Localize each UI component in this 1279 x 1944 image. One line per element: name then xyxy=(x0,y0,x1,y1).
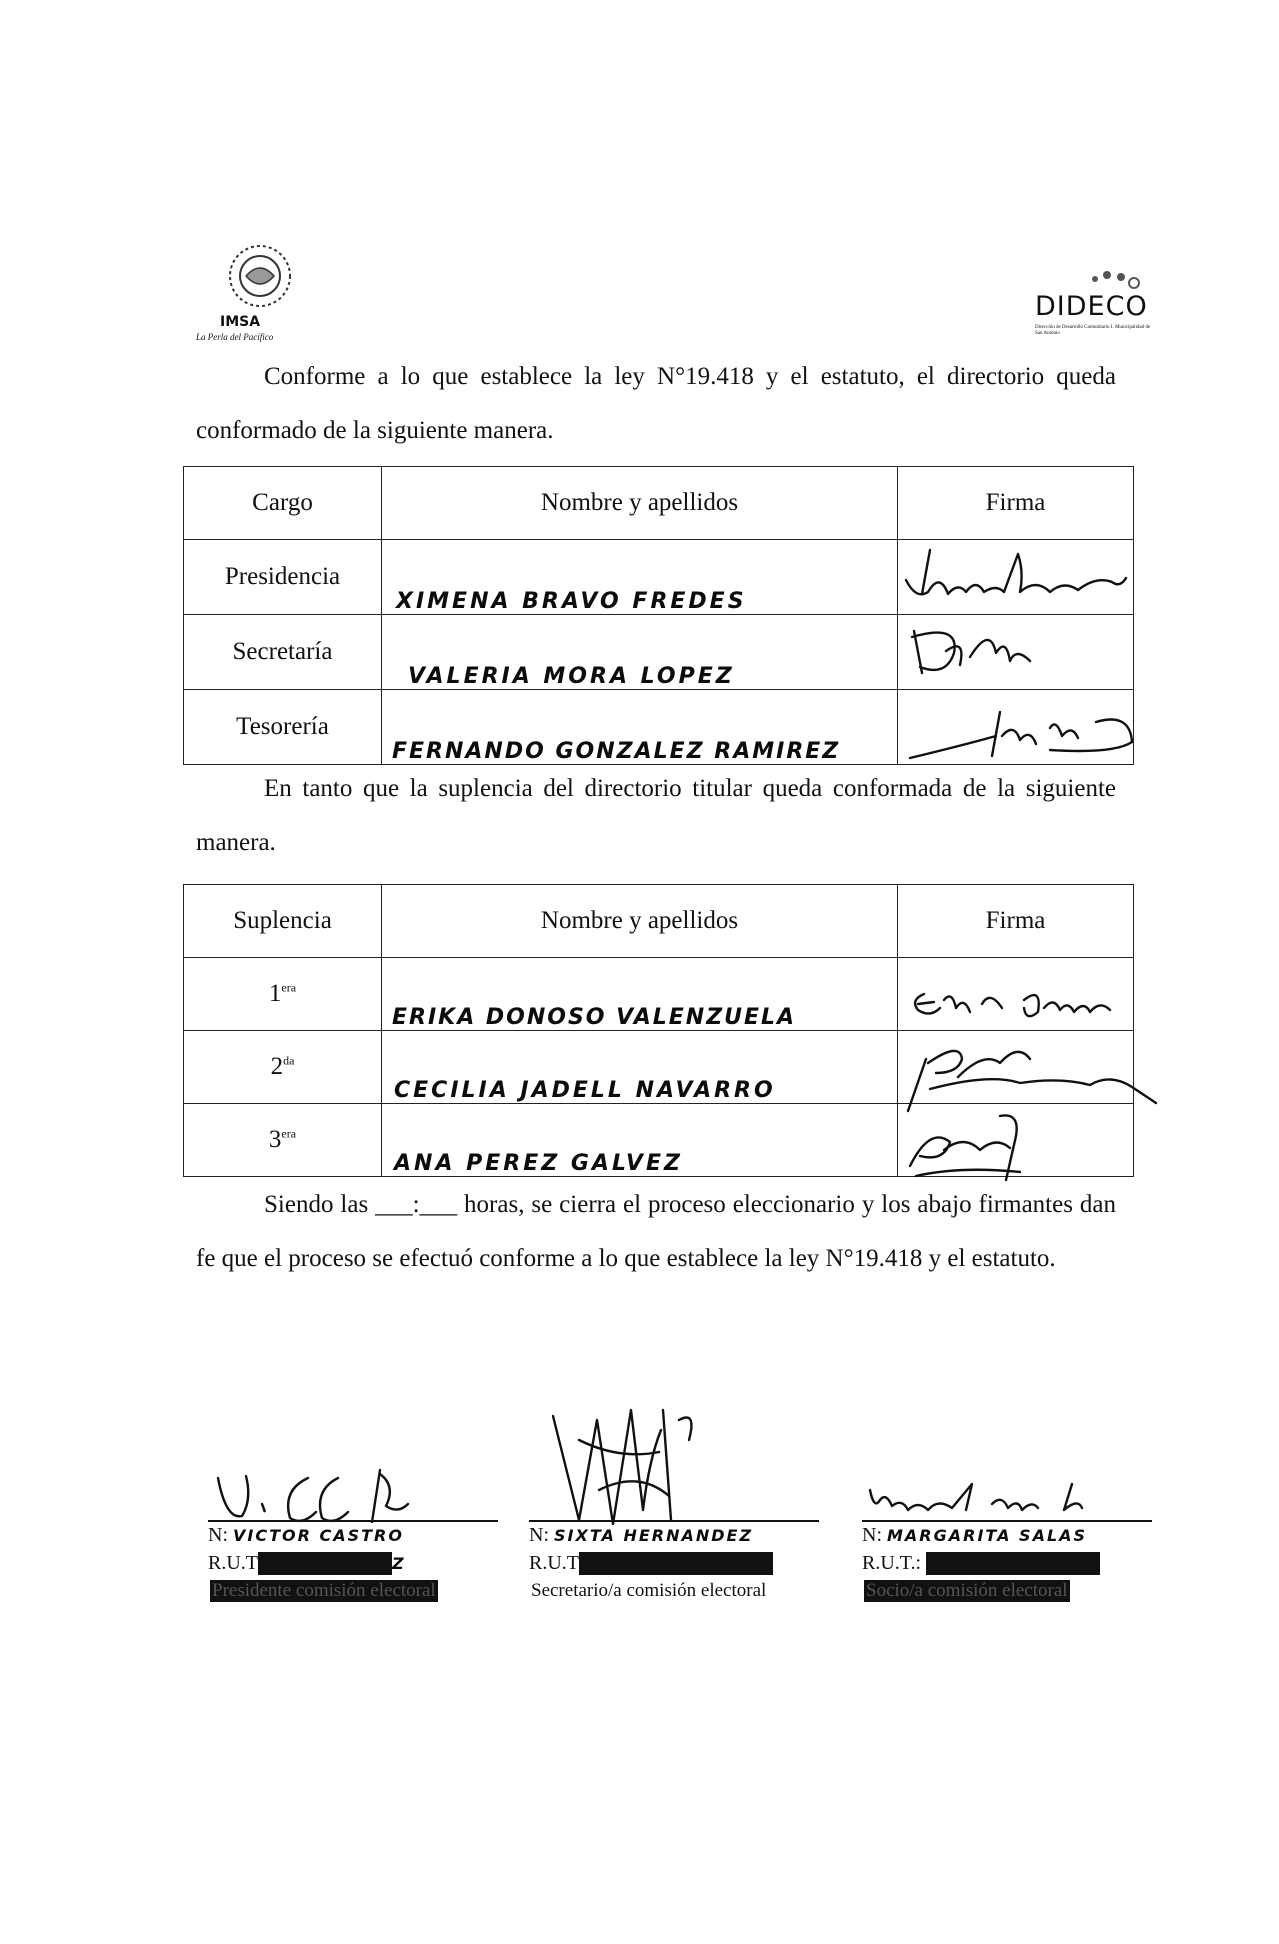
handwritten-name: ANA PEREZ GALVEZ xyxy=(394,1151,683,1176)
imsa-tagline: La Perla del Pacífico xyxy=(196,332,274,342)
suplencia-ordinal: era xyxy=(281,1126,297,1141)
dideco-name: DIDECO xyxy=(1035,291,1148,322)
nombre-cell xyxy=(382,690,898,765)
nombre-cell xyxy=(382,958,898,1031)
header-nombre: Nombre y apellidos xyxy=(382,885,898,958)
imsa-emblem-icon xyxy=(200,236,320,316)
table-row xyxy=(184,690,1134,765)
closing-paragraph: Siendo las ___:___ horas, se cierra el proceso eleccionario y los abajo firmantes dan fe que el proceso se efectuó conforme a lo que establece la ley N°19.418 y el estatuto. xyxy=(196,1191,1116,1272)
suplencia-ordinal: era xyxy=(281,980,297,995)
handwritten-name: SIXTA HERNANDEZ xyxy=(554,1526,754,1545)
cargo-cell: Tesorería xyxy=(184,690,382,765)
firma-cell xyxy=(898,690,1134,765)
header-suplencia: Suplencia xyxy=(184,885,382,958)
handwritten-name: VICTOR CASTRO xyxy=(233,1526,404,1545)
dideco-subtitle: Dirección de Desarrollo Comunitario I. Municipalidad de San Antonio xyxy=(1035,325,1151,336)
n-label: N: xyxy=(862,1524,882,1546)
rut-row xyxy=(529,1552,773,1575)
cargo-cell: Secretaría xyxy=(184,615,382,690)
redacted-rut xyxy=(579,1552,773,1575)
redacted-rut xyxy=(258,1552,392,1575)
nombre-cell xyxy=(382,1031,898,1104)
directorio-table xyxy=(183,466,1134,765)
suplencia-cell xyxy=(184,958,382,1031)
header-firma: Firma xyxy=(898,885,1134,958)
table-row xyxy=(184,958,1134,1031)
signature-tesoreria xyxy=(900,692,1140,762)
handwritten-name: VALERIA MORA LOPEZ xyxy=(408,664,735,689)
table-row xyxy=(184,1031,1134,1104)
n-label: N: xyxy=(208,1524,228,1546)
rut-row xyxy=(208,1552,407,1575)
directorio-header-row xyxy=(184,467,1134,540)
name-row xyxy=(208,1524,404,1547)
cargo-cell: Presidencia xyxy=(184,540,382,615)
n-label: N: xyxy=(529,1524,549,1546)
role-row xyxy=(210,1580,438,1602)
rut-label: R.U.T xyxy=(208,1552,258,1574)
rut-tail: Z xyxy=(392,1554,407,1573)
table-row xyxy=(184,1104,1134,1177)
nombre-cell xyxy=(382,615,898,690)
redacted-role: Presidente comisión electoral xyxy=(212,1580,436,1601)
name-row xyxy=(862,1524,1087,1547)
signature-line xyxy=(529,1520,819,1522)
rut-label: R.U.T xyxy=(529,1552,579,1574)
header-firma: Firma xyxy=(898,467,1134,540)
suplencia-number: 3 xyxy=(268,1126,282,1153)
signature-suplente-3 xyxy=(900,1106,1140,1186)
redacted-rut xyxy=(926,1552,1100,1575)
signature-suplente-1 xyxy=(900,960,1140,1030)
table-row xyxy=(184,540,1134,615)
suplencia-number: 2 xyxy=(270,1053,284,1080)
rut-row xyxy=(862,1552,1100,1575)
dideco-logo xyxy=(1035,265,1151,340)
signature-secretaria xyxy=(900,617,1132,687)
handwritten-name: CECILIA JADELL NAVARRO xyxy=(394,1078,776,1103)
header-nombre: Nombre y apellidos xyxy=(382,467,898,540)
suplencia-header-row xyxy=(184,885,1134,958)
suplencia-cell xyxy=(184,1104,382,1177)
signature-line xyxy=(208,1520,498,1522)
imsa-name: IMSA xyxy=(220,314,261,330)
role-text: Secretario/a comisión electoral xyxy=(531,1580,767,1601)
suplencia-number: 1 xyxy=(268,980,282,1007)
table-row xyxy=(184,615,1134,690)
role-row xyxy=(864,1580,1070,1602)
firma-cell xyxy=(898,958,1134,1031)
firma-cell xyxy=(898,1031,1134,1104)
signature-presidencia xyxy=(900,542,1132,612)
signature-suplente-2 xyxy=(900,1033,1160,1113)
suplencia-table xyxy=(183,884,1134,1177)
handwritten-name: MARGARITA SALAS xyxy=(887,1526,1088,1545)
suplencia-cell xyxy=(184,1031,382,1104)
rut-label: R.U.T.: xyxy=(862,1552,922,1574)
nombre-cell xyxy=(382,540,898,615)
suplencia-ordinal: da xyxy=(283,1053,295,1068)
signature-sixta-hernandez xyxy=(539,1400,799,1530)
firma-cell xyxy=(898,540,1134,615)
handwritten-name: XIMENA BRAVO FREDES xyxy=(396,589,747,614)
nombre-cell xyxy=(382,1104,898,1177)
handwritten-name: ERIKA DONOSO VALENZUELA xyxy=(392,1005,797,1030)
redacted-role: Socio/a comisión electoral xyxy=(866,1580,1068,1601)
middle-paragraph: En tanto que la suplencia del directorio titular queda conformada de la siguiente manera. xyxy=(196,775,1116,856)
signature-line xyxy=(862,1520,1152,1522)
imsa-logo xyxy=(196,236,320,346)
intro-paragraph: Conforme a lo que establece la ley N°19.418 y el estatuto, el directorio queda conformado de la siguiente manera. xyxy=(196,363,1116,444)
header-cargo: Cargo xyxy=(184,467,382,540)
firma-cell xyxy=(898,615,1134,690)
name-row xyxy=(529,1524,753,1547)
handwritten-name: FERNANDO GONZALEZ RAMIREZ xyxy=(392,739,841,764)
firma-cell xyxy=(898,1104,1134,1177)
